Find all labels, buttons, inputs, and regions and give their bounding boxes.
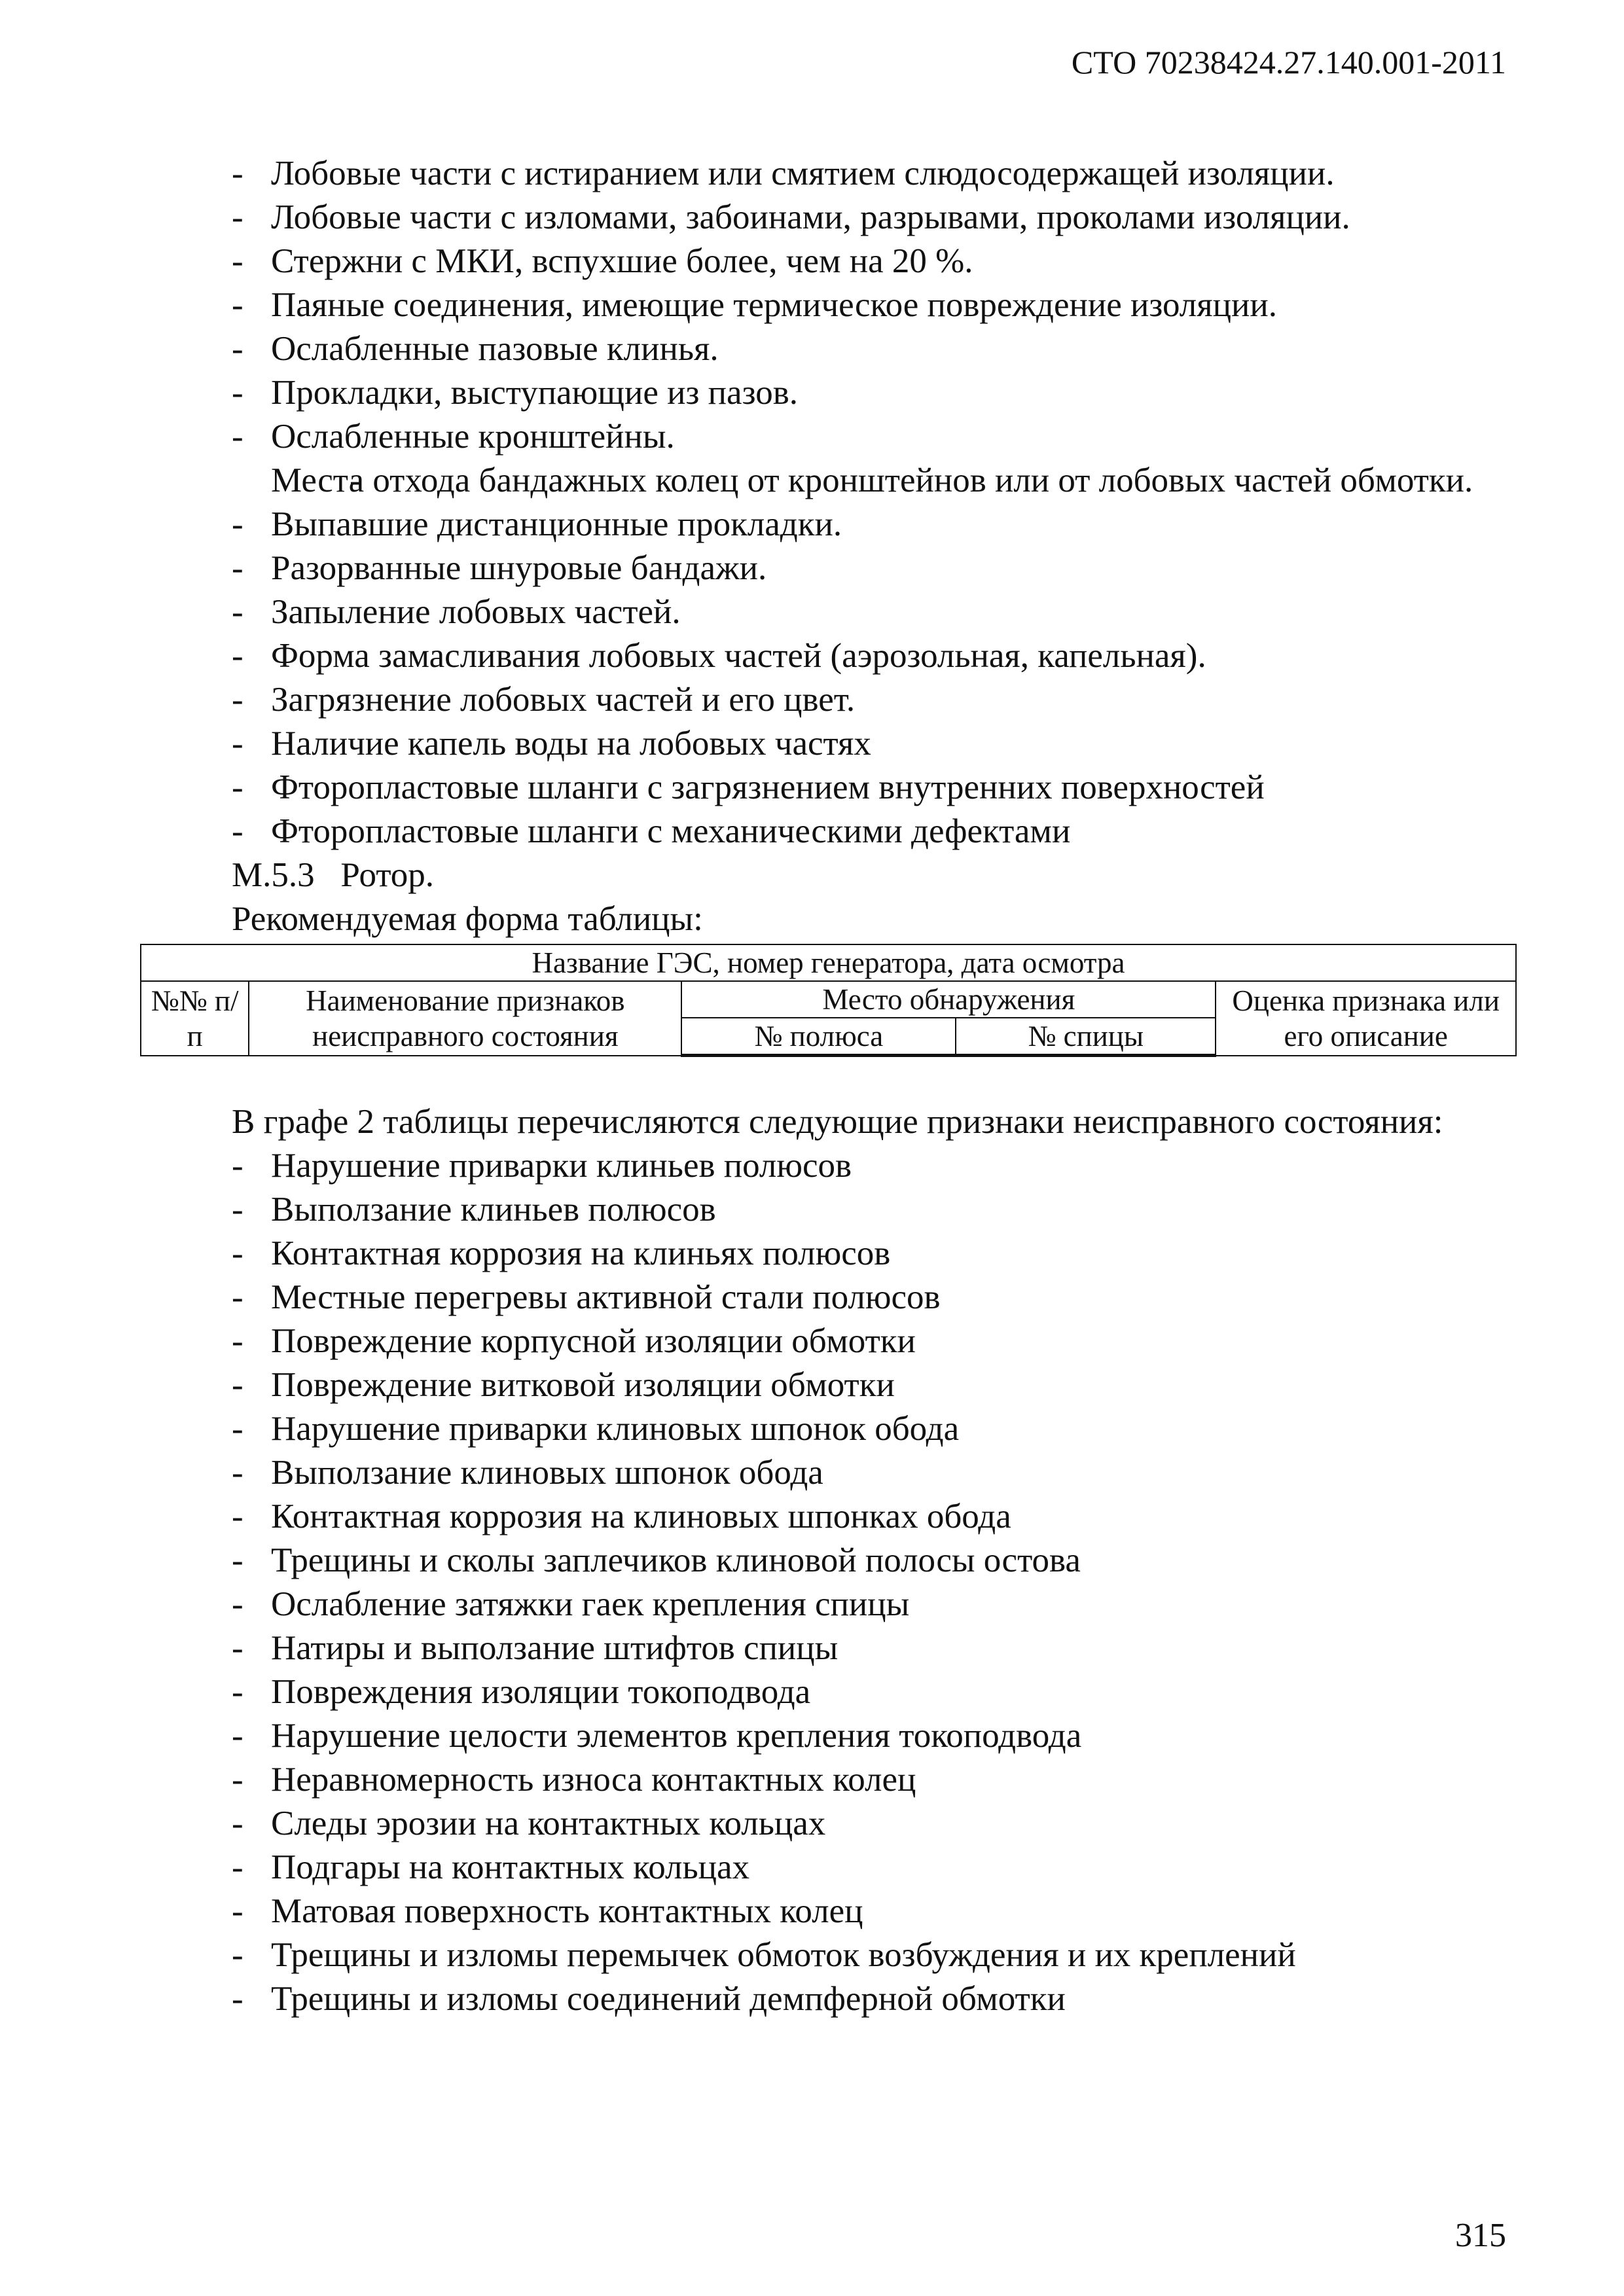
- list-item: - Нарушение приварки клиновых шпонок обода: [153, 1407, 1506, 1451]
- list-item: - Ослабленные пазовые клинья.: [153, 327, 1506, 371]
- list-item: - Трещины и изломы перемычек обмоток возбуждения и их креплений: [153, 1933, 1506, 1977]
- list-item: - Нарушение целости элементов крепления токоподвода: [153, 1714, 1506, 1758]
- column-2-paragraph: В графе 2 таблицы перечисляются следующие признаки неисправного состояния:: [232, 1103, 1443, 1141]
- list-item: - Загрязнение лобовых частей и его цвет.: [153, 678, 1506, 722]
- list-item: - Натиры и выползание штифтов спицы: [153, 1626, 1506, 1670]
- list-item: - Контактная коррозия на клиновых шпонках обода: [153, 1495, 1506, 1539]
- list-item: - Прокладки, выступающие из пазов.: [153, 371, 1506, 415]
- list-item: - Лобовые части с истиранием или смятием слюдосодержащей изоляции.: [153, 152, 1506, 196]
- list-item: - Местные перегревы активной стали полюсов: [153, 1276, 1506, 1319]
- table-header-name: Наименование признаков неисправного состояния: [249, 981, 681, 1056]
- list-item: - Разорванные шнуровые бандажи.: [153, 547, 1506, 590]
- list-item: - Следы эрозии на контактных кольцах: [153, 1802, 1506, 1846]
- table-header-assessment: Оценка признака или его описание: [1216, 981, 1516, 1056]
- list-item: - Неравномерность износа контактных колец: [153, 1758, 1506, 1802]
- list-item: - Фторопластовые шланги с механическими дефектами: [153, 810, 1506, 853]
- list-item: - Стержни с МКИ, вспухшие более, чем на 20 %.: [153, 240, 1506, 283]
- table-header-pole: № полюса: [681, 1018, 956, 1056]
- list-item: - Ослабление затяжки гаек крепления спицы: [153, 1583, 1506, 1626]
- list-item: - Трещины и изломы соединений демпферной обмотки: [153, 1977, 1506, 2021]
- table-header-location: Место обнаружения: [681, 981, 1216, 1018]
- list-item: - Трещины и сколы заплечиков клиновой полосы остова: [153, 1539, 1506, 1583]
- recommended-table: [140, 944, 1517, 1057]
- list-item: - Лобовые части с изломами, забоинами, разрывами, проколами изоляции.: [153, 196, 1506, 240]
- list-item: - Матовая поверхность контактных колец: [153, 1890, 1506, 1933]
- table-caption: Название ГЭС, номер генератора, дата осмотра: [141, 944, 1516, 981]
- list-item: - Фторопластовые шланги с загрязнением внутренних поверхностей: [153, 766, 1506, 810]
- table-intro: Рекомендуемая форма таблицы:: [232, 900, 703, 938]
- list-item: - Повреждения изоляции токоподвода: [153, 1670, 1506, 1714]
- list-item: - Ослабленные кронштейны.: [153, 415, 1506, 459]
- defects-list-stator: [153, 152, 1506, 853]
- list-item: - Выпавшие дистанционные прокладки.: [153, 503, 1506, 547]
- list-item: - Выползание клиновых шпонок обода: [153, 1451, 1506, 1495]
- document-code: СТО 70238424.27.140.001-2011: [1071, 44, 1506, 81]
- list-item: - Выползание клиньев полюсов: [153, 1188, 1506, 1232]
- list-item: - Форма замасливания лобовых частей (аэрозольная, капельная).: [153, 634, 1506, 678]
- page-number: 315: [1455, 2217, 1506, 2254]
- table-header-spoke: № спицы: [956, 1018, 1216, 1056]
- list-item: - Повреждение корпусной изоляции обмотки: [153, 1319, 1506, 1363]
- list-item: - Наличие капель воды на лобовых частях: [153, 722, 1506, 766]
- list-item: - Повреждение витковой изоляции обмотки: [153, 1363, 1506, 1407]
- list-item: - Запыление лобовых частей.: [153, 590, 1506, 634]
- list-item: - Нарушение приварки клиньев полюсов: [153, 1144, 1506, 1188]
- list-item: - Контактная коррозия на клиньях полюсов: [153, 1232, 1506, 1276]
- list-item: - Места отхода бандажных колец от кронштейнов или от лобовых частей обмотки.: [153, 459, 1506, 503]
- page-content: [153, 152, 1506, 2021]
- section-heading: М.5.3 Ротор.: [232, 856, 435, 894]
- table-header-number: №№ п/п: [141, 981, 249, 1056]
- list-item: - Паяные соединения, имеющие термическое повреждение изоляции.: [153, 283, 1506, 327]
- defects-list-rotor: [153, 1144, 1506, 2021]
- list-item: - Подгары на контактных кольцах: [153, 1846, 1506, 1890]
